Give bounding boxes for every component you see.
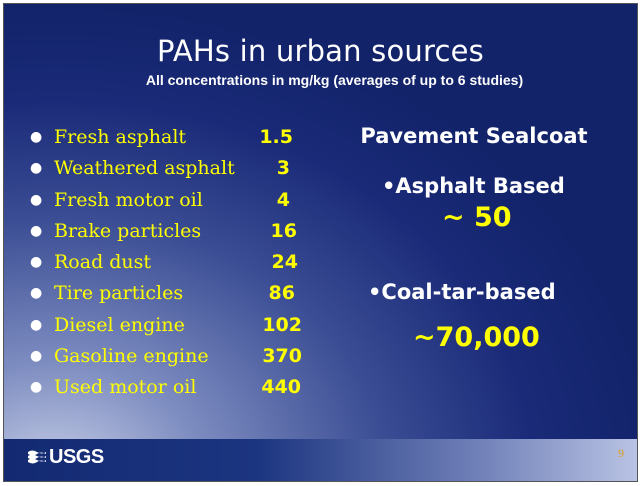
list-item	[30, 312, 320, 343]
source-label: Tire particles	[54, 282, 184, 305]
slide-title: PAHs in urban sources	[157, 34, 484, 68]
asphalt-based-value: ~ 50	[442, 202, 512, 233]
usgs-logo	[28, 446, 104, 468]
source-label: Weathered asphalt	[54, 157, 235, 180]
list-item	[30, 187, 320, 218]
source-label: Fresh asphalt	[54, 126, 187, 148]
page-number: 9	[618, 446, 624, 460]
bullet-icon: ●	[30, 316, 43, 333]
bullet-icon: ●	[30, 160, 43, 177]
source-value: 440	[261, 376, 301, 399]
bullet-icon: ●	[30, 254, 43, 271]
source-value: 1.5	[259, 126, 293, 148]
source-value: 24	[271, 251, 298, 274]
source-label: Used motor oil	[54, 376, 197, 399]
source-label: Road dust	[54, 251, 152, 274]
bullet-icon: ●	[30, 348, 43, 365]
slide-subtitle: All concentrations in mg/kg (averages of up to 6 studies)	[145, 72, 524, 88]
list-item	[30, 343, 320, 374]
bullet-icon: ●	[30, 379, 43, 396]
source-value: 102	[262, 313, 302, 336]
bullet-icon: ●	[30, 285, 43, 302]
source-value: 86	[268, 282, 295, 305]
list-item	[30, 280, 320, 311]
usgs-wave-icon	[28, 449, 46, 465]
usgs-logo-text: USGS	[49, 445, 104, 468]
list-item	[30, 155, 320, 186]
list-item	[30, 249, 320, 280]
source-label: Brake particles	[54, 219, 202, 242]
source-label: Gasoline engine	[54, 345, 209, 368]
slide	[3, 3, 638, 482]
sealcoat-heading: Pavement Sealcoat	[360, 124, 588, 148]
asphalt-based-label: •Asphalt Based	[382, 174, 565, 198]
source-value: 16	[270, 219, 297, 242]
bullet-icon: ●	[30, 222, 43, 239]
bullet-icon: ●	[30, 129, 43, 145]
source-value: 3	[276, 157, 290, 180]
source-value: 4	[276, 188, 290, 211]
sources-list	[30, 124, 320, 406]
list-item	[30, 124, 320, 155]
list-item	[30, 218, 320, 249]
source-label: Diesel engine	[54, 313, 185, 336]
coal-tar-value: ~70,000	[413, 322, 540, 353]
source-label: Fresh motor oil	[54, 188, 203, 211]
coal-tar-label: •Coal-tar-based	[368, 280, 556, 304]
bullet-icon: ●	[30, 191, 43, 208]
source-value: 370	[262, 345, 302, 368]
list-item	[30, 374, 320, 405]
